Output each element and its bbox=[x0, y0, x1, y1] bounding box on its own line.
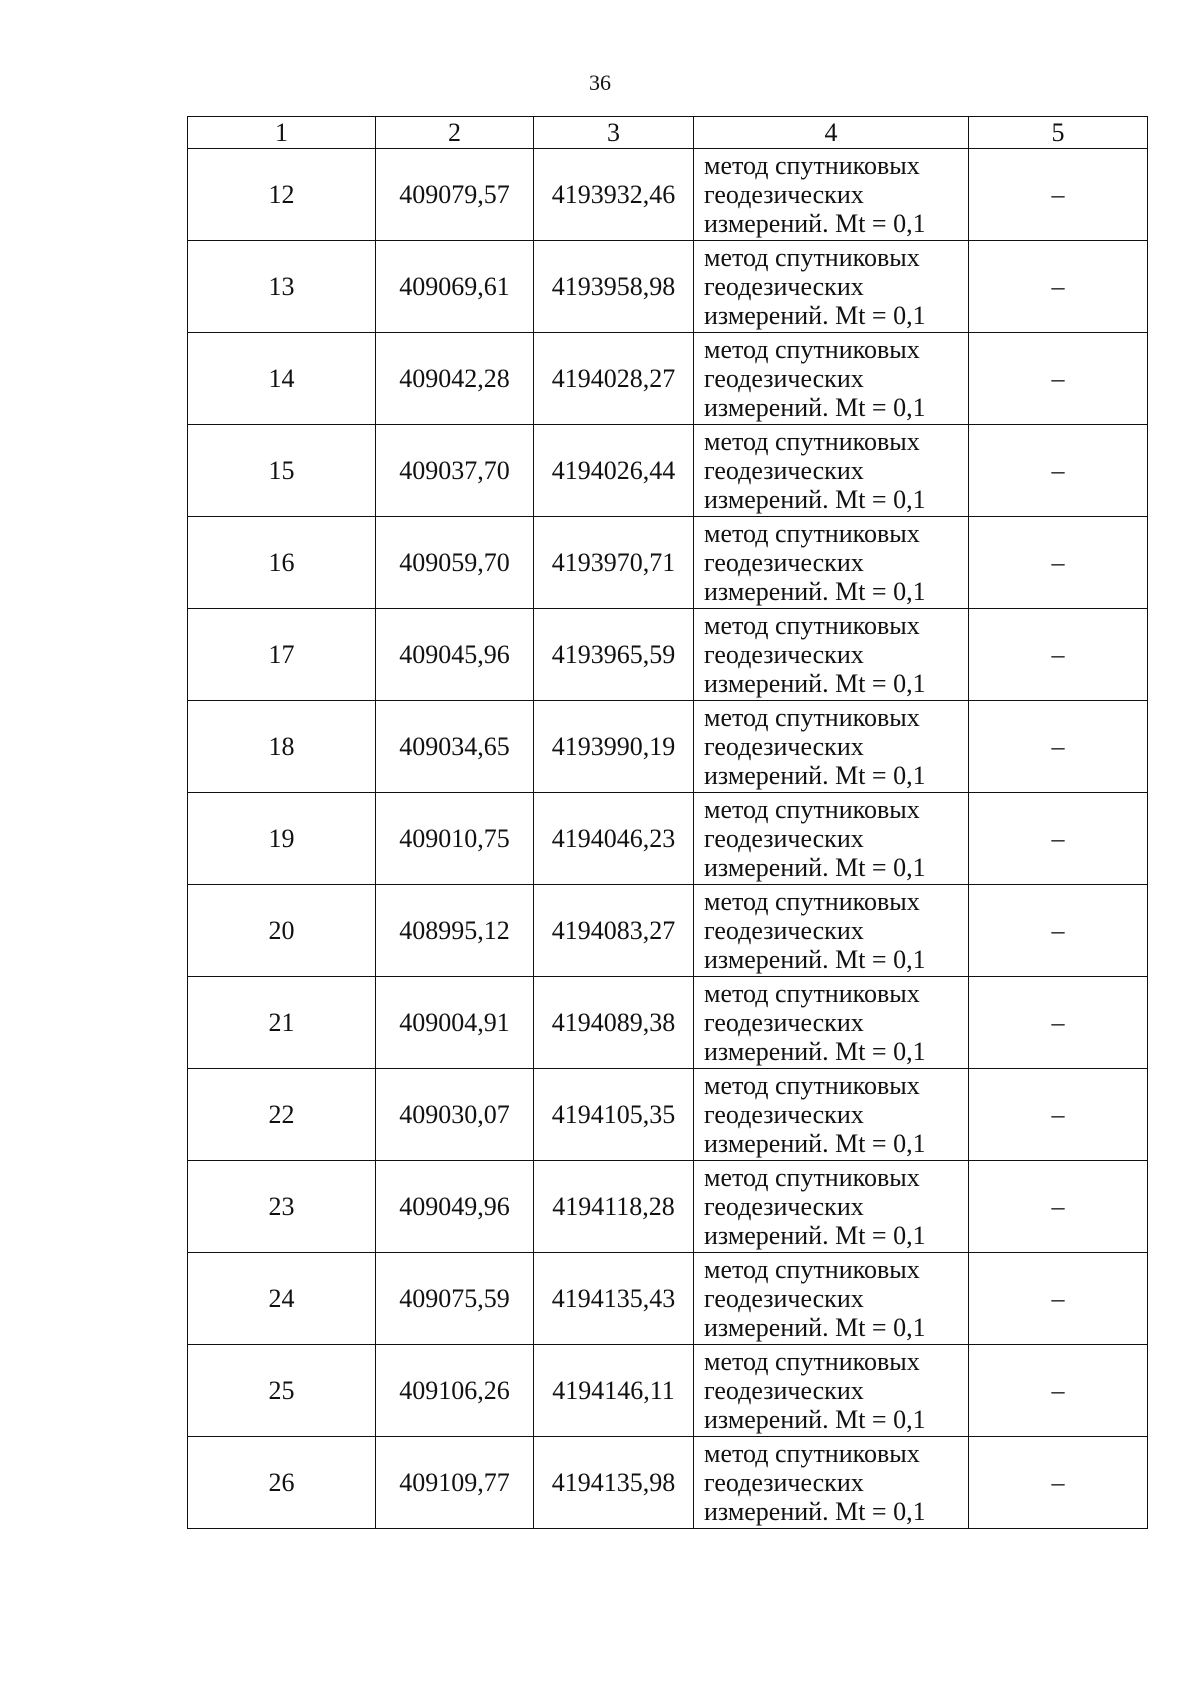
table-row bbox=[188, 885, 1148, 977]
method-line: измерений. Mt = 0,1 bbox=[704, 301, 926, 330]
table-row bbox=[188, 609, 1148, 701]
method-line: измерений. Mt = 0,1 bbox=[704, 1037, 926, 1066]
point-number-cell: 21 bbox=[188, 977, 376, 1069]
point-number-cell: 23 bbox=[188, 1161, 376, 1253]
column-header-2: 2 bbox=[376, 117, 534, 149]
method-cell bbox=[694, 1253, 969, 1345]
method-line: измерений. Mt = 0,1 bbox=[704, 393, 926, 422]
method-line: измерений. Mt = 0,1 bbox=[704, 853, 926, 882]
note-cell: – bbox=[969, 1437, 1148, 1529]
note-cell: – bbox=[969, 793, 1148, 885]
table-row bbox=[188, 241, 1148, 333]
method-line: измерений. Mt = 0,1 bbox=[704, 1129, 926, 1158]
method-line: метод спутниковых bbox=[704, 151, 920, 180]
y-coordinate-cell: 4193970,71 bbox=[534, 517, 694, 609]
method-cell bbox=[694, 977, 969, 1069]
point-number-cell: 17 bbox=[188, 609, 376, 701]
x-coordinate-cell: 409079,57 bbox=[376, 149, 534, 241]
method-cell bbox=[694, 1437, 969, 1529]
method-line: геодезических bbox=[704, 364, 864, 393]
point-number-cell: 15 bbox=[188, 425, 376, 517]
table-row bbox=[188, 1437, 1148, 1529]
y-coordinate-cell: 4193958,98 bbox=[534, 241, 694, 333]
method-line: геодезических bbox=[704, 1100, 864, 1129]
note-cell: – bbox=[969, 701, 1148, 793]
note-cell: – bbox=[969, 1069, 1148, 1161]
method-cell bbox=[694, 1069, 969, 1161]
point-number-cell: 14 bbox=[188, 333, 376, 425]
x-coordinate-cell: 409030,07 bbox=[376, 1069, 534, 1161]
point-number-cell: 18 bbox=[188, 701, 376, 793]
y-coordinate-cell: 4193990,19 bbox=[534, 701, 694, 793]
method-cell bbox=[694, 333, 969, 425]
method-line: геодезических bbox=[704, 456, 864, 485]
note-cell: – bbox=[969, 1253, 1148, 1345]
table-row bbox=[188, 1253, 1148, 1345]
method-line: метод спутниковых bbox=[704, 427, 920, 456]
method-cell bbox=[694, 1161, 969, 1253]
method-line: геодезических bbox=[704, 1376, 864, 1405]
y-coordinate-cell: 4194118,28 bbox=[534, 1161, 694, 1253]
point-number-cell: 24 bbox=[188, 1253, 376, 1345]
method-line: геодезических bbox=[704, 640, 864, 669]
method-line: геодезических bbox=[704, 272, 864, 301]
point-number-cell: 16 bbox=[188, 517, 376, 609]
point-number-cell: 19 bbox=[188, 793, 376, 885]
note-cell: – bbox=[969, 609, 1148, 701]
y-coordinate-cell: 4193932,46 bbox=[534, 149, 694, 241]
method-cell bbox=[694, 1345, 969, 1437]
method-line: геодезических bbox=[704, 916, 864, 945]
point-number-cell: 13 bbox=[188, 241, 376, 333]
x-coordinate-cell: 409037,70 bbox=[376, 425, 534, 517]
method-line: измерений. Mt = 0,1 bbox=[704, 945, 926, 974]
method-line: метод спутниковых bbox=[704, 703, 920, 732]
method-line: геодезических bbox=[704, 1284, 864, 1313]
table-row bbox=[188, 701, 1148, 793]
x-coordinate-cell: 409004,91 bbox=[376, 977, 534, 1069]
column-header-3: 3 bbox=[534, 117, 694, 149]
note-cell: – bbox=[969, 149, 1148, 241]
x-coordinate-cell: 408995,12 bbox=[376, 885, 534, 977]
note-cell: – bbox=[969, 333, 1148, 425]
method-line: измерений. Mt = 0,1 bbox=[704, 577, 926, 606]
x-coordinate-cell: 409045,96 bbox=[376, 609, 534, 701]
method-cell bbox=[694, 149, 969, 241]
y-coordinate-cell: 4194089,38 bbox=[534, 977, 694, 1069]
table-row bbox=[188, 977, 1148, 1069]
method-line: геодезических bbox=[704, 548, 864, 577]
method-line: метод спутниковых bbox=[704, 887, 920, 916]
point-number-cell: 26 bbox=[188, 1437, 376, 1529]
table-row bbox=[188, 425, 1148, 517]
x-coordinate-cell: 409042,28 bbox=[376, 333, 534, 425]
x-coordinate-cell: 409109,77 bbox=[376, 1437, 534, 1529]
method-line: метод спутниковых bbox=[704, 519, 920, 548]
x-coordinate-cell: 409049,96 bbox=[376, 1161, 534, 1253]
method-line: геодезических bbox=[704, 1192, 864, 1221]
table-row bbox=[188, 517, 1148, 609]
note-cell: – bbox=[969, 425, 1148, 517]
method-line: метод спутниковых bbox=[704, 1347, 920, 1376]
note-cell: – bbox=[969, 1345, 1148, 1437]
method-cell bbox=[694, 425, 969, 517]
column-header-4: 4 bbox=[694, 117, 969, 149]
y-coordinate-cell: 4193965,59 bbox=[534, 609, 694, 701]
note-cell: – bbox=[969, 1161, 1148, 1253]
method-line: измерений. Mt = 0,1 bbox=[704, 761, 926, 790]
method-line: измерений. Mt = 0,1 bbox=[704, 1221, 926, 1250]
y-coordinate-cell: 4194105,35 bbox=[534, 1069, 694, 1161]
note-cell: – bbox=[969, 977, 1148, 1069]
method-line: метод спутниковых bbox=[704, 1255, 920, 1284]
method-line: метод спутниковых bbox=[704, 611, 920, 640]
method-line: измерений. Mt = 0,1 bbox=[704, 1313, 926, 1342]
table-row bbox=[188, 1345, 1148, 1437]
table-row bbox=[188, 1161, 1148, 1253]
method-line: геодезических bbox=[704, 1468, 864, 1497]
method-line: метод спутниковых bbox=[704, 335, 920, 364]
method-cell bbox=[694, 793, 969, 885]
method-cell bbox=[694, 517, 969, 609]
y-coordinate-cell: 4194146,11 bbox=[534, 1345, 694, 1437]
method-line: метод спутниковых bbox=[704, 1071, 920, 1100]
method-line: измерений. Mt = 0,1 bbox=[704, 209, 926, 238]
x-coordinate-cell: 409075,59 bbox=[376, 1253, 534, 1345]
x-coordinate-cell: 409106,26 bbox=[376, 1345, 534, 1437]
method-line: измерений. Mt = 0,1 bbox=[704, 485, 926, 514]
point-number-cell: 25 bbox=[188, 1345, 376, 1437]
x-coordinate-cell: 409010,75 bbox=[376, 793, 534, 885]
method-line: геодезических bbox=[704, 180, 864, 209]
method-line: измерений. Mt = 0,1 bbox=[704, 669, 926, 698]
point-number-cell: 12 bbox=[188, 149, 376, 241]
header-row bbox=[188, 117, 1148, 149]
y-coordinate-cell: 4194135,98 bbox=[534, 1437, 694, 1529]
x-coordinate-cell: 409069,61 bbox=[376, 241, 534, 333]
method-line: измерений. Mt = 0,1 bbox=[704, 1497, 926, 1526]
y-coordinate-cell: 4194135,43 bbox=[534, 1253, 694, 1345]
y-coordinate-cell: 4194083,27 bbox=[534, 885, 694, 977]
y-coordinate-cell: 4194046,23 bbox=[534, 793, 694, 885]
note-cell: – bbox=[969, 885, 1148, 977]
y-coordinate-cell: 4194026,44 bbox=[534, 425, 694, 517]
table-header bbox=[188, 117, 1148, 149]
method-line: геодезических bbox=[704, 824, 864, 853]
table-row bbox=[188, 1069, 1148, 1161]
y-coordinate-cell: 4194028,27 bbox=[534, 333, 694, 425]
method-line: метод спутниковых bbox=[704, 795, 920, 824]
point-number-cell: 22 bbox=[188, 1069, 376, 1161]
method-cell bbox=[694, 609, 969, 701]
method-line: геодезических bbox=[704, 1008, 864, 1037]
column-header-1: 1 bbox=[188, 117, 376, 149]
method-cell bbox=[694, 241, 969, 333]
method-line: измерений. Mt = 0,1 bbox=[704, 1405, 926, 1434]
method-line: метод спутниковых bbox=[704, 1439, 920, 1468]
table-row bbox=[188, 333, 1148, 425]
method-cell bbox=[694, 885, 969, 977]
note-cell: – bbox=[969, 241, 1148, 333]
table-body bbox=[188, 149, 1148, 1529]
point-number-cell: 20 bbox=[188, 885, 376, 977]
column-header-5: 5 bbox=[969, 117, 1148, 149]
table-row bbox=[188, 149, 1148, 241]
table-row bbox=[188, 793, 1148, 885]
method-cell bbox=[694, 701, 969, 793]
method-line: метод спутниковых bbox=[704, 979, 920, 1008]
method-line: метод спутниковых bbox=[704, 1163, 920, 1192]
x-coordinate-cell: 409059,70 bbox=[376, 517, 534, 609]
method-line: метод спутниковых bbox=[704, 243, 920, 272]
page-number: 36 bbox=[589, 70, 611, 95]
note-cell: – bbox=[969, 517, 1148, 609]
x-coordinate-cell: 409034,65 bbox=[376, 701, 534, 793]
coordinates-table bbox=[187, 116, 1148, 1529]
method-line: геодезических bbox=[704, 732, 864, 761]
